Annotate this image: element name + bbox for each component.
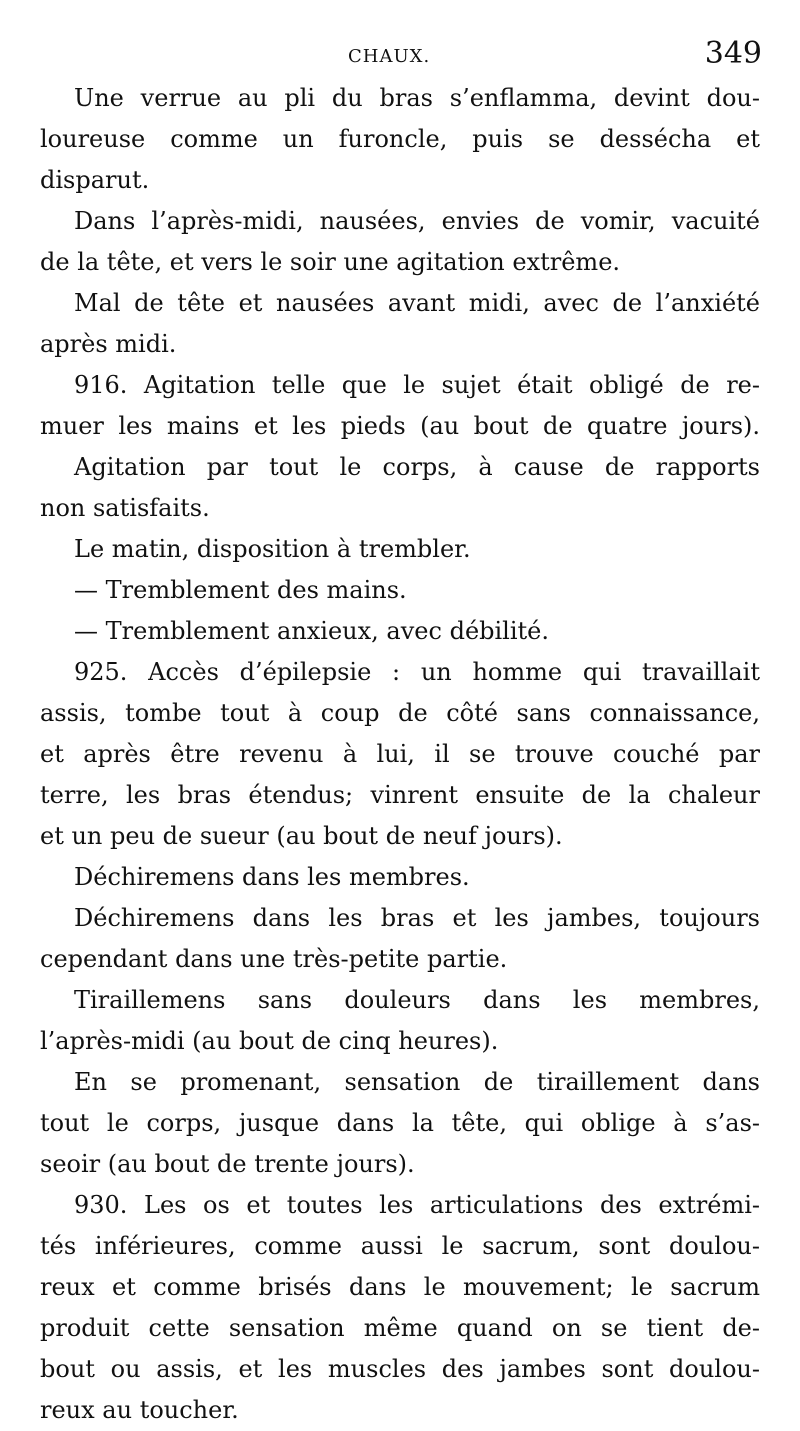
text-line: loureuse comme un furoncle, puis se dessécha et — [40, 125, 760, 153]
text-line: Déchiremens dans les bras et les jambes, toujours — [74, 904, 760, 932]
text-line: reux au toucher. — [40, 1396, 239, 1424]
text-line: muer les mains et les pieds (au bout de quatre jours). — [40, 412, 760, 440]
text-line: terre, les bras étendus; vinrent ensuite de la chaleur — [40, 781, 760, 809]
text-line: Agitation par tout le corps, à cause de rapports — [74, 453, 760, 481]
text-line: 925. Accès d’épilepsie : un homme qui travaillait — [74, 658, 760, 686]
text-line: 930. Les os et toutes les articulations des extrémi- — [74, 1191, 760, 1219]
text-line: non satisfaits. — [40, 494, 210, 522]
text-line: et après être revenu à lui, il se trouve couché par — [40, 740, 760, 768]
running-head — [0, 36, 800, 76]
text-line: En se promenant, sensation de tiraillement dans — [74, 1068, 760, 1096]
page-number: 349 — [704, 36, 762, 71]
text-line: cependant dans une très-petite partie. — [40, 945, 508, 973]
body-text — [40, 78, 760, 1431]
text-line: assis, tombe tout à coup de côté sans connaissance, — [40, 699, 760, 727]
text-line: — Tremblement des mains. — [74, 576, 407, 604]
text-line: bout ou assis, et les muscles des jambes sont doulou- — [40, 1355, 760, 1383]
text-line: seoir (au bout de trente jours). — [40, 1150, 415, 1178]
text-line: Déchiremens dans les membres. — [74, 863, 470, 891]
text-line: après midi. — [40, 330, 177, 358]
text-line: Mal de tête et nausées avant midi, avec de l’anxiété — [74, 289, 760, 317]
text-line: tout le corps, jusque dans la tête, qui oblige à s’as- — [40, 1109, 760, 1137]
text-line: reux et comme brisés dans le mouvement; le sacrum — [40, 1273, 760, 1301]
text-line: tés inférieures, comme aussi le sacrum, sont doulou- — [40, 1232, 760, 1260]
text-line: l’après-midi (au bout de cinq heures). — [40, 1027, 499, 1055]
text-line: 916. Agitation telle que le sujet était obligé de re- — [74, 371, 760, 399]
text-line: Une verrue au pli du bras s’enflamma, devint dou- — [74, 84, 760, 112]
text-line: Tiraillemens sans douleurs dans les membres, — [74, 986, 760, 1014]
text-line: Dans l’après-midi, nausées, envies de vomir, vacuité — [74, 207, 760, 235]
text-line: produit cette sensation même quand on se tient de- — [40, 1314, 760, 1342]
text-line: de la tête, et vers le soir une agitation extrême. — [40, 248, 621, 276]
running-title: CHAUX. — [348, 46, 431, 67]
text-line: Le matin, disposition à trembler. — [74, 535, 471, 563]
text-line: — Tremblement anxieux, avec débilité. — [74, 617, 550, 645]
text-line: disparut. — [40, 166, 150, 194]
text-line: et un peu de sueur (au bout de neuf jours). — [40, 822, 563, 850]
